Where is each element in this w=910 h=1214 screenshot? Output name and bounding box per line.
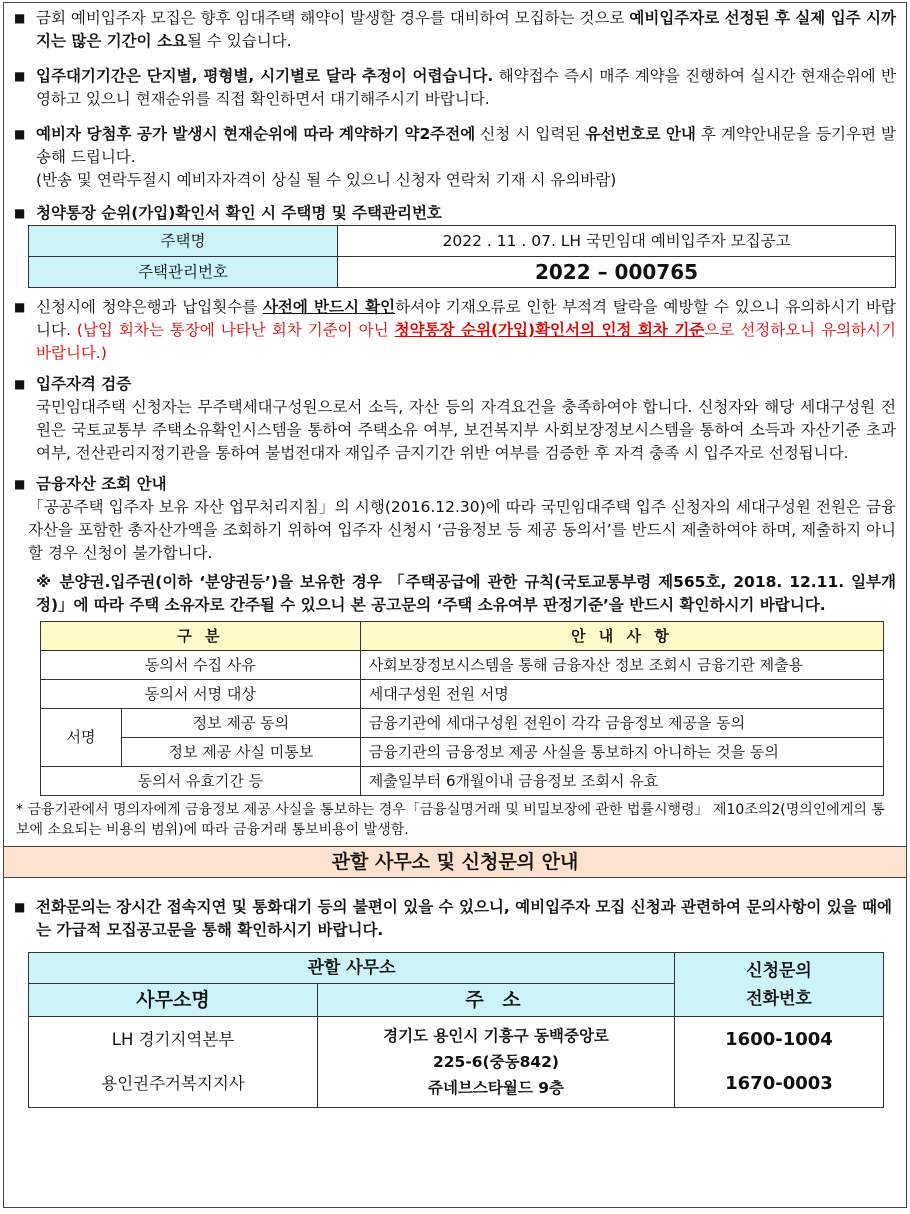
bullet-paren-text: (반송 및 연락두절시 예비자자격이 상실 될 수 있으니 신청자 연락처 기재 시 유의바람) [36,171,617,189]
bullet-title: 금융자산 조회 안내 [36,475,167,493]
table-cell: 정보 제공 동의 [122,709,361,738]
phone-number: 1670-0003 [725,1073,833,1094]
office-header: 관할 사무소 [29,953,675,984]
office-name: 용인권주거복지지사 [101,1074,245,1093]
table-cell: 금융기관의 금융정보 제공 사실을 통보하지 아니하는 것을 동의 [360,738,883,767]
notice-bullet-5 [12,296,896,365]
table-row [41,738,884,767]
address-line: 225-6(중동842) [432,1053,560,1071]
table-cell: 동의서 유효기간 등 [41,767,361,796]
address-line: 경기도 용인시 기흥구 동백중앙로 [383,1027,609,1045]
consent-table [40,621,884,796]
table-cell: 금융기관에 세대구성원 전원이 각각 금융정보 제공을 동의 [360,709,883,738]
housing-no-label: 주택관리번호 [29,257,338,288]
phone-header-line: 신청문의 [746,960,812,981]
bullet-bold-text: 예비입주자로 선정된 후 실제 입주 시까지는 많은 기간이 소요 [36,9,896,50]
table-cell: 동의서 수집 사유 [41,651,361,680]
office-table [28,952,884,1108]
bullet-title: 청약통장 순위(가입)확인서 확인 시 주택명 및 주택관리번호 [36,204,442,222]
table-cell: 서명 [41,709,122,767]
table-cell: 세대구성원 전원 서명 [360,680,883,709]
bullet-text: 신청 시 입력된 [475,125,586,143]
consent-header-info: 안 내 사 항 [360,622,883,651]
address-line: 쥬네브스타월드 9층 [428,1079,564,1097]
notice-bullet-1 [12,7,896,53]
phone-number: 1600-1004 [725,1029,833,1050]
notice-bullet-6 [12,373,896,396]
table-cell: 정보 제공 사실 미통보 [122,738,361,767]
footnote: * 금융기관에서 명의자에게 금융정보 제공 사실을 통보하는 경우「금융실명거래 및 비밀보장에 관한 법률시행령」 제10조의2(명의인에게의 통보에 소요되는 비용의 범위)에 따라 금융거래 통보비용이 발생함. [16,802,885,838]
notice-bullet-8: ■ 전화문의는 장시간 접속지연 및 통화대기 등의 불편이 있을 수 있으니, 예비입주자 모집 신청과 관련하여 문의사항이 있을 때에는 가급적 모집공고문을 통해 확인하시기 바랍니다. [12,896,896,942]
table-row [29,1017,884,1108]
bullet-text: 금회 예비입주자 모집은 향후 임대주택 해약이 발생할 경우를 대비하여 모집하는 것으로 [36,9,630,27]
table-row [41,709,884,738]
bullet-red-text: 으로 선정하오니 유의하시기 바랍니다.) [36,321,896,362]
table-cell: 제출일부터 6개월이내 금융정보 조회시 유효 [360,767,883,796]
bullet-bold-text: 입주대기기간은 단지별, 평형별, 시기별로 달라 추정이 어렵습니다. [36,67,494,85]
ownership-notice: ※ 분양권.입주권(이하 ‘분양권등’)을 보유한 경우 「주택공급에 관한 규칙(국토교통부령 제565호, 2018. 12.11. 일부개정)」에 따라 주택 소유자로 간주될 수 있으니 본 공고문의 ‘주택 소유여부 판정기준’을 반드시 확인하시기 바랍니다. [36,573,896,614]
bullet-text: 후 계약안내문을 등기우편 발송해 드립니다. [36,125,897,166]
table-row [41,651,884,680]
office-name-header: 사무소명 [29,984,318,1017]
consent-header-category: 구 분 [41,622,361,651]
section-title: 관할 사무소 및 신청문의 안내 [4,846,906,878]
office-address-header: 주 소 [318,984,675,1017]
housing-info-table [28,225,896,288]
table-row [41,767,884,796]
bullet-text: 해약접수 즉시 매주 계약을 진행하여 실시간 현재순위에 반영하고 있으니 현재순위를 직접 확인하면서 대기해주시기 바랍니다. [36,67,896,108]
notice-bullet-7 [12,473,896,496]
financial-body: 「공공주택 입주자 보유 자산 업무처리지침」의 시행(2016.12.30)에 따라 국민임대주택 입주 신청자의 세대구성원 전원은 금융자산을 포함한 총자산가액을 조회하기 위하여 입주자 신청시 ‘금융정보 등 제공 동의서’를 반드시 제출하여야 하며, 제출하지 아니할 경우 신청이 불가합니다. [28,498,896,562]
bullet-bold-text: 유선번호로 안내 [585,125,696,143]
office-name-cell [29,1017,318,1108]
bullet-bold-text: 사전에 반드시 확인 [262,298,396,316]
bullet-title: 입주자격 검증 [36,375,132,393]
housing-name-label: 주택명 [29,226,338,257]
housing-no-value: 2022 – 000765 [338,257,896,288]
bullet-text: 신청시에 청약은행과 납입횟수를 [36,298,263,316]
notice-bullet-3 [12,123,896,192]
bullet-text: 하셔야 기재오류로 인한 부적격 탈락을 예방할 수 있으니 유의하시기 바랍니다. [36,298,897,339]
bullet-bold-text: 예비자 당첨후 공가 발생시 현재순위에 따라 계약하기 약2주전에 [36,125,476,143]
phone-cell [675,1017,884,1108]
table-cell: 동의서 서명 대상 [41,680,361,709]
table-cell: 사회보장정보시스템을 통해 금융자산 정보 조회시 금융기관 제출용 [360,651,883,680]
bullet-red-underline: 청약통장 순위(가입)확인서의 인정 회차 기준 [394,321,705,339]
eligibility-body: 국민임대주택 신청자는 무주택세대구성원으로서 소득, 자산 등의 자격요건을 충족하여야 합니다. 신청자와 해당 세대구성원 전원은 국토교통부 주택소유확인시스템을 통하여 주택소유 여부, 보건복지부 사회보장정보시스템을 통하여 소득과 자산기준 초과여부, 전산관리지정기관을 통하여 불법전대자 재입주 금지기간 위반 여부를 검증한 후 자격 충족 시 입주자로 선정됩니다. [36,398,896,462]
notice-bullet-4 [12,202,896,225]
bullet-red-text: (납입 회차는 통장에 나타난 회차 기준이 아닌 [76,321,395,339]
bullet-text: 될 수 있습니다. [186,32,292,50]
notice-page [3,2,907,1208]
phone-header-line: 전화번호 [746,988,812,1009]
notice-bullet-2 [12,65,896,111]
office-address-cell [318,1017,675,1108]
office-name: LH 경기지역본부 [111,1030,235,1049]
housing-name-value: 2022 . 11 . 07. LH 국민임대 예비입주자 모집공고 [338,226,896,257]
table-row [41,680,884,709]
phone-header [675,953,884,1017]
